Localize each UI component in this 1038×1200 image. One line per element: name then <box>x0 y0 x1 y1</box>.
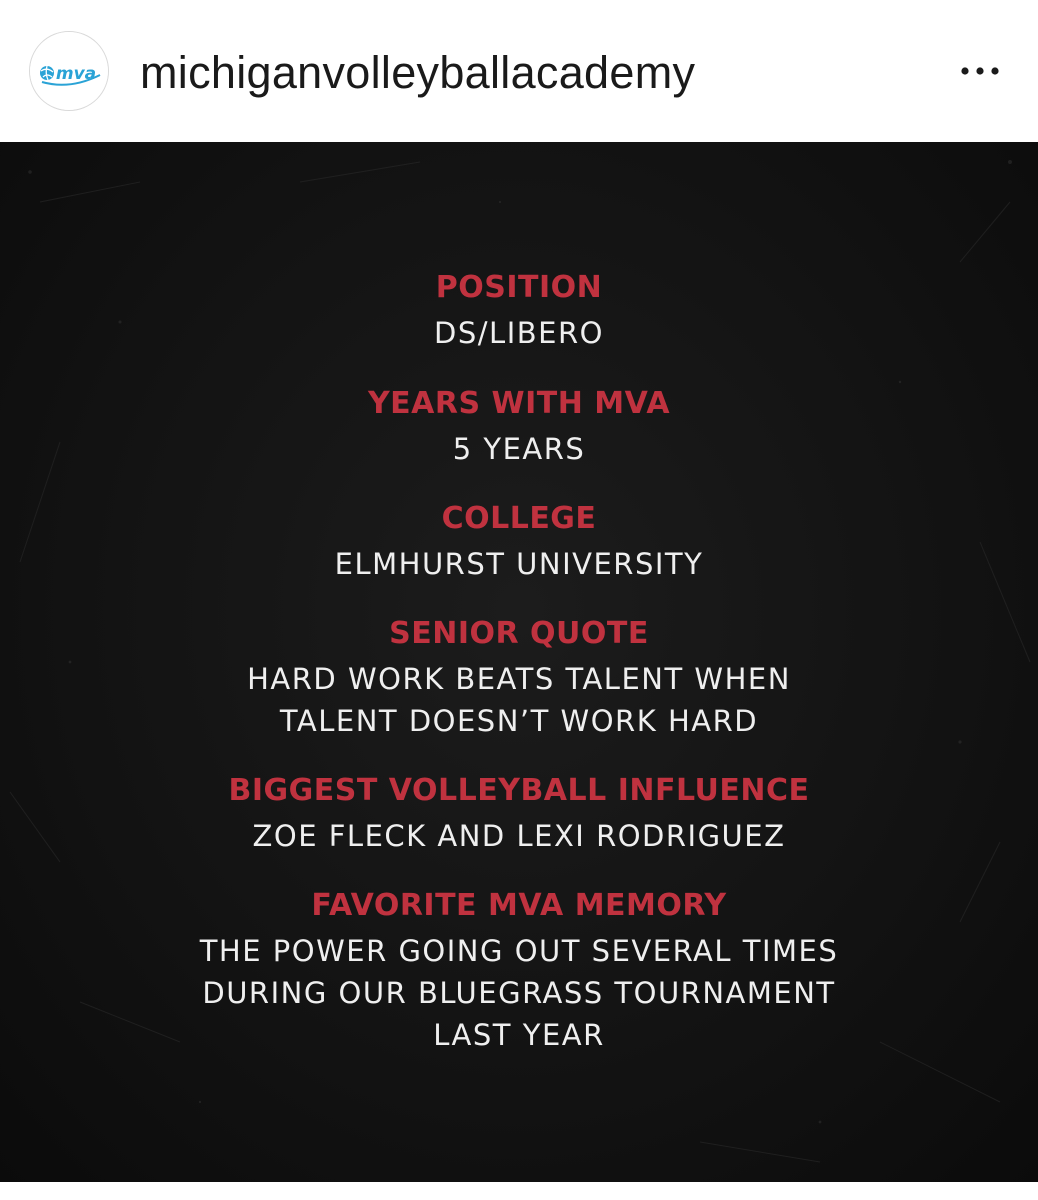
section-heading-years: YEARS WITH MVA <box>367 386 671 421</box>
section-value-senior-quote-line-1: HARD WORK BEATS TALENT WHEN <box>247 662 791 696</box>
section-value-college: ELMHURST UNIVERSITY <box>334 547 704 581</box>
section-heading-influence: BIGGEST VOLLEYBALL INFLUENCE <box>228 773 810 808</box>
section-value-influence: ZOE FLECK AND LEXI RODRIGUEZ <box>252 819 786 853</box>
more-horizontal-icon <box>950 46 1010 96</box>
username-link[interactable]: michiganvolleyballacademy <box>140 47 696 98</box>
avatar-label: mva <box>55 64 97 84</box>
section-value-memory-line-3: LAST YEAR <box>433 1018 605 1052</box>
section-value-years: 5 YEARS <box>452 432 586 466</box>
section-heading-college: COLLEGE <box>441 501 597 536</box>
section-heading-position: POSITION <box>435 270 603 305</box>
post-header <box>0 0 1038 142</box>
section-value-senior-quote-line-2: TALENT DOESN’T WORK HARD <box>279 704 759 738</box>
section-heading-senior-quote: SENIOR QUOTE <box>389 616 649 651</box>
avatar[interactable] <box>29 31 109 111</box>
section-value-memory-line-2: DURING OUR BLUEGRASS TOURNAMENT <box>202 976 836 1010</box>
mva-logo-icon <box>30 32 108 110</box>
post-image[interactable] <box>0 142 1038 1182</box>
section-heading-memory: FAVORITE MVA MEMORY <box>311 888 727 923</box>
more-options-button[interactable] <box>950 46 1010 96</box>
section-value-position: DS/LIBERO <box>434 316 604 350</box>
section-value-memory-line-1: THE POWER GOING OUT SEVERAL TIMES <box>199 934 839 968</box>
post-footer-strip <box>0 1182 1038 1200</box>
